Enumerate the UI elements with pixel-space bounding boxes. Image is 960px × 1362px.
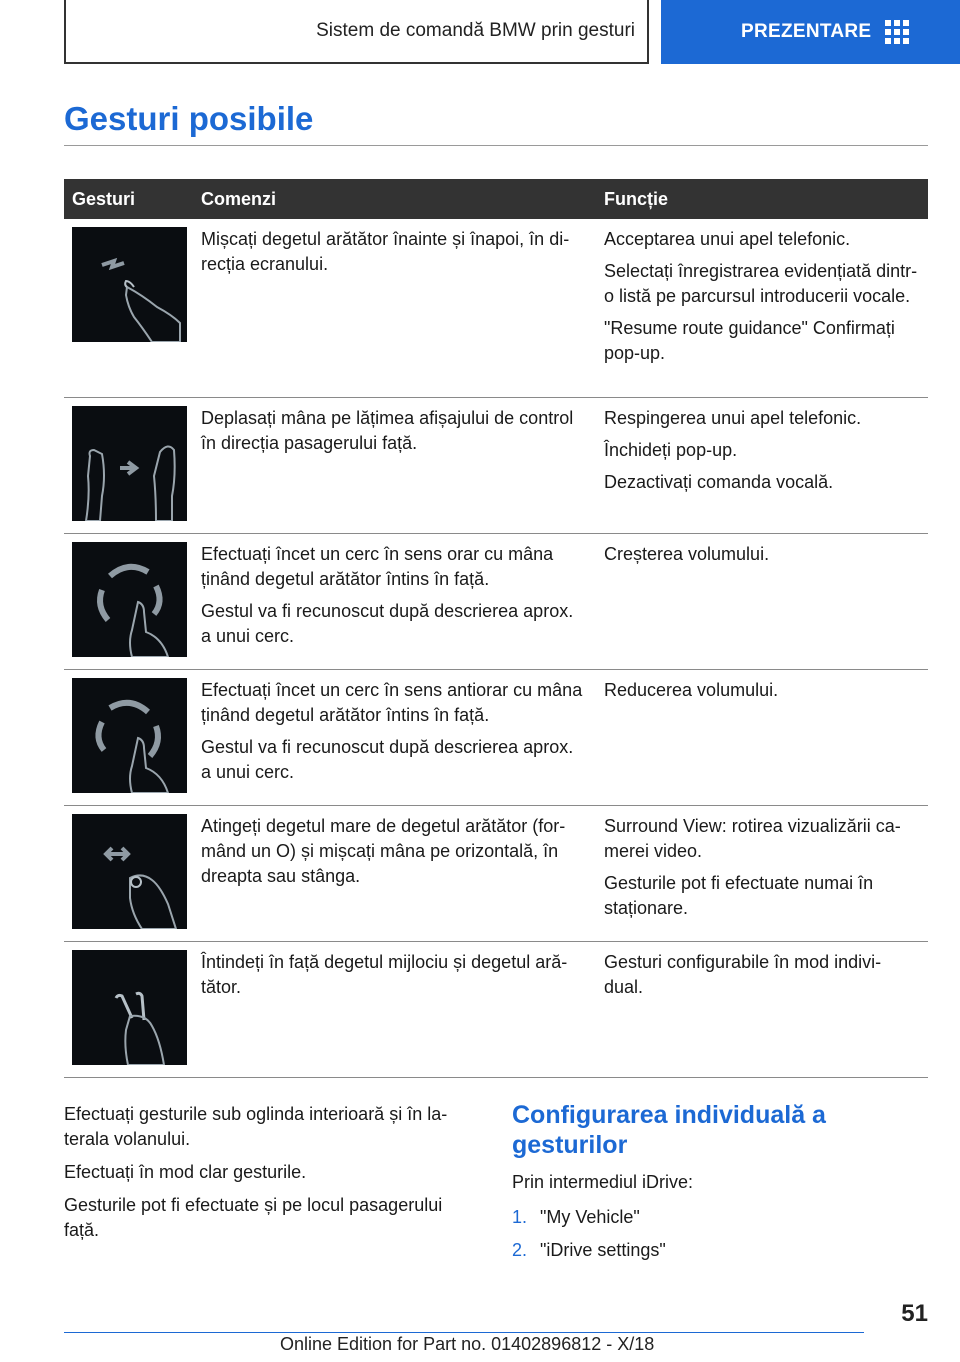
header-section-box xyxy=(64,0,649,64)
list-item xyxy=(512,1205,928,1230)
gesture-two-fingers-image xyxy=(72,950,187,1065)
footer-divider xyxy=(64,1332,864,1333)
table-row xyxy=(64,397,928,533)
command-text: Mișcați degetul arătător înainte și înapoi, în di-recția ecranului. xyxy=(201,229,570,274)
function-text: Gesturi configurabile în mod indivi-dual. xyxy=(604,951,882,997)
command-text: Deplasați mâna pe lățimea afișajului de control în direcția pasagerului față. xyxy=(201,407,574,453)
gesture-circle-counterclockwise-image xyxy=(72,678,187,793)
table-row xyxy=(64,219,928,397)
step-number: 2. xyxy=(512,1240,528,1260)
function-text: Creșterea volumului. xyxy=(604,543,770,564)
column-header-function: Funcție xyxy=(596,179,928,219)
column-header-commands: Comenzi xyxy=(193,179,596,219)
config-intro: Prin intermediul iDrive: xyxy=(512,1172,694,1192)
function-text: Gesturile pot fi efectuate numai în staționare. xyxy=(604,872,874,918)
gesture-pinch-rotate-image xyxy=(72,814,187,929)
title-divider xyxy=(64,145,928,146)
step-text: "iDrive settings" xyxy=(540,1240,666,1260)
function-text: "Resume route guidance" Confirmați pop-up. xyxy=(604,318,895,363)
table-row xyxy=(64,805,928,941)
column-header-gestures: Gesturi xyxy=(64,179,193,219)
function-text: Dezactivați comanda vocală. xyxy=(604,471,834,492)
function-text: Surround View: rotirea vizualizării ca-merei video. xyxy=(604,815,901,861)
function-text: Reducerea volumului. xyxy=(604,679,779,700)
command-text: Întindeți în față degetul mijlociu și degetul ară-tător. xyxy=(201,951,568,997)
table-row xyxy=(64,669,928,805)
notes-column xyxy=(64,1102,474,1251)
config-section xyxy=(512,1100,928,1271)
function-text: Acceptarea unui apel telefonic. xyxy=(604,229,851,249)
gestures-table xyxy=(64,179,928,1078)
page-number: 51 xyxy=(901,1300,928,1327)
function-text: Respingerea unui apel telefonic. xyxy=(604,407,862,428)
table-header-row xyxy=(64,179,928,219)
config-steps xyxy=(512,1205,928,1263)
gesture-circle-clockwise-image xyxy=(72,542,187,657)
header-chapter-tab[interactable] xyxy=(661,0,960,64)
gesture-swipe-image xyxy=(72,406,187,521)
command-text: Atingeți degetul mare de degetul arătător (for-mând un O) și mișcați mâna pe orizontală, în dreapta sau stânga. xyxy=(201,815,566,886)
function-text: Închideți pop-up. xyxy=(604,439,738,460)
function-text: Selectați înregistrarea evidențiată dintr-o listă pe parcursul introducerii vocale. xyxy=(604,261,918,306)
command-text: Gestul va fi recunoscut după descrierea aprox. a unui cerc. xyxy=(201,736,574,782)
step-number: 1. xyxy=(512,1207,528,1227)
gesture-point-back-forth-image xyxy=(72,227,187,342)
note-text: Efectuați gesturile sub oglinda interioară și în la-terala volanului. xyxy=(64,1104,448,1149)
header-section-title: Sistem de comandă BMW prin gesturi xyxy=(316,20,635,41)
config-heading: Configurarea individuală a gesturilor xyxy=(512,1101,826,1159)
page-title: Gesturi posibile xyxy=(64,100,314,137)
command-text: Gestul va fi recunoscut după descrierea aprox. a unui cerc. xyxy=(201,600,574,646)
command-text: Efectuați încet un cerc în sens antiorar cu mâna ținând degetul arătător întins în față. xyxy=(201,679,583,725)
step-text: "My Vehicle" xyxy=(540,1207,640,1227)
note-text: Efectuați în mod clar gesturile. xyxy=(64,1162,307,1182)
table-row xyxy=(64,533,928,669)
header-chapter-label: PREZENTARE xyxy=(741,21,872,42)
grid-menu-icon xyxy=(885,20,909,44)
list-item xyxy=(512,1238,928,1263)
command-text: Efectuați încet un cerc în sens orar cu mâna ținând degetul arătător întins în față. xyxy=(201,543,554,589)
table-row xyxy=(64,941,928,1077)
note-text: Gesturile pot fi efectuate și pe locul pasagerului față. xyxy=(64,1195,443,1240)
footer-edition: Online Edition for Part no. 01402896812 - X/18 xyxy=(280,1334,655,1354)
